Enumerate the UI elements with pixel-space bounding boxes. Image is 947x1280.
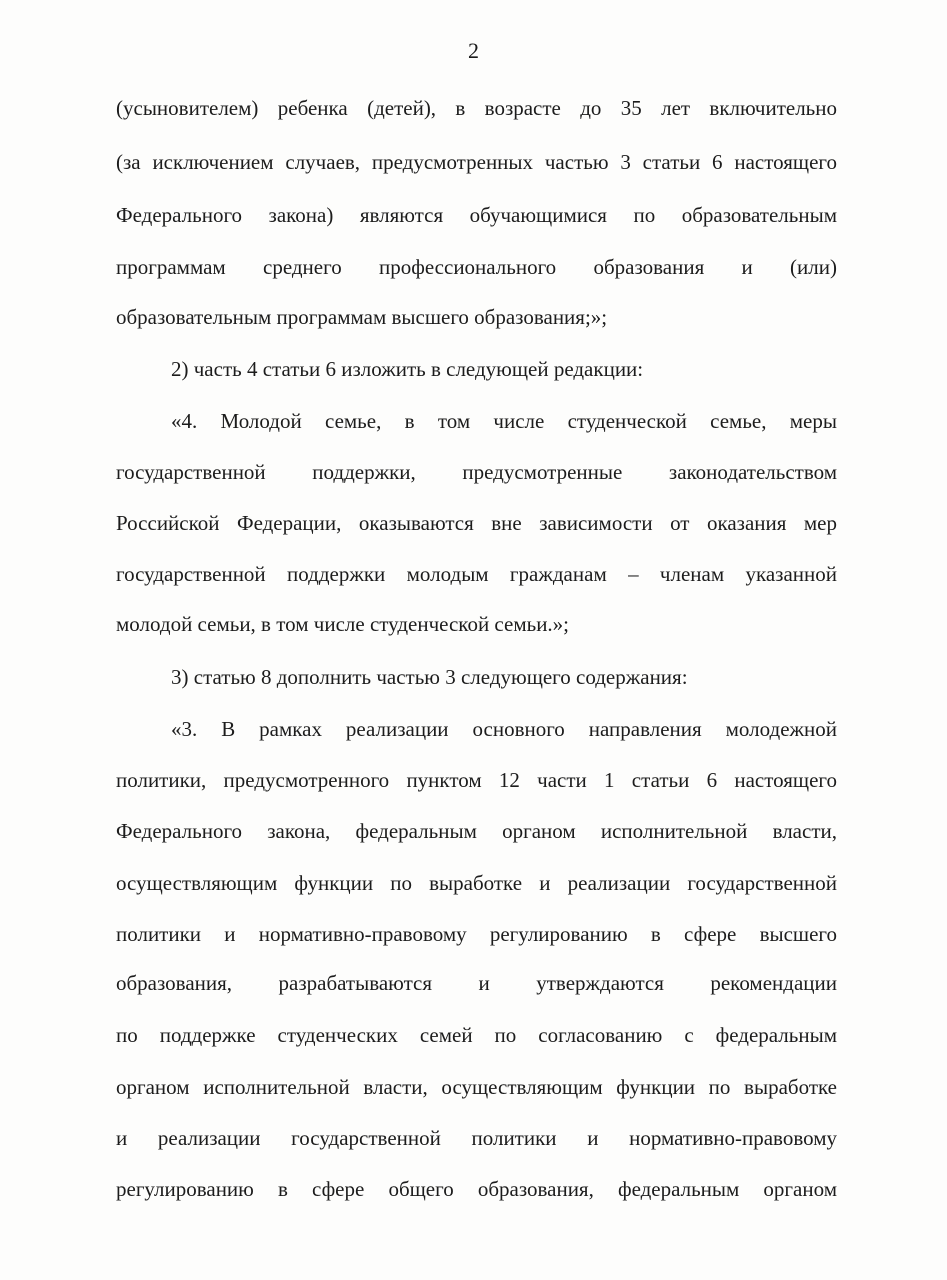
text-line: государственной поддержки, предусмотренные законодательством [116,460,837,484]
page-number: 2 [468,38,479,63]
text-line: и реализации государственной политики и нормативно-правовому [116,1126,837,1150]
text-line: по поддержке студенческих семей по согласованию с федеральным [116,1023,837,1047]
text-line: политики, предусмотренного пунктом 12 части 1 статьи 6 настоящего [116,768,837,792]
text-line: (за исключением случаев, предусмотренных частью 3 статьи 6 настоящего [116,150,837,174]
text-line: «3. В рамках реализации основного направления молодежной [171,717,837,741]
text-line: образовательным программам высшего образования;»; [116,305,608,329]
text-line: (усыновителем) ребенка (детей), в возрасте до 35 лет включительно [116,96,837,120]
text-line: органом исполнительной власти, осуществляющим функции по выработке [116,1075,837,1099]
text-line: осуществляющим функции по выработке и реализации государственной [116,871,837,895]
text-line: 3) статью 8 дополнить частью 3 следующего содержания: [171,665,688,689]
text-line: образования, разрабатываются и утверждаются рекомендации [116,971,837,995]
text-line: государственной поддержки молодым гражданам – членам указанной [116,562,837,586]
text-line: «4. Молодой семье, в том числе студенческой семье, меры [171,409,837,433]
text-line: политики и нормативно-правовому регулированию в сфере высшего [116,922,837,946]
text-line: программам среднего профессионального образования и (или) [116,255,837,279]
text-line: Российской Федерации, оказываются вне зависимости от оказания мер [116,511,837,535]
text-line: 2) часть 4 статьи 6 изложить в следующей редакции: [171,357,644,381]
text-line: Федерального закона) являются обучающимися по образовательным [116,203,837,227]
text-line: Федерального закона, федеральным органом исполнительной власти, [116,819,837,843]
text-line: регулированию в сфере общего образования, федеральным органом [116,1177,837,1201]
text-line: молодой семьи, в том числе студенческой семьи.»; [116,612,570,636]
